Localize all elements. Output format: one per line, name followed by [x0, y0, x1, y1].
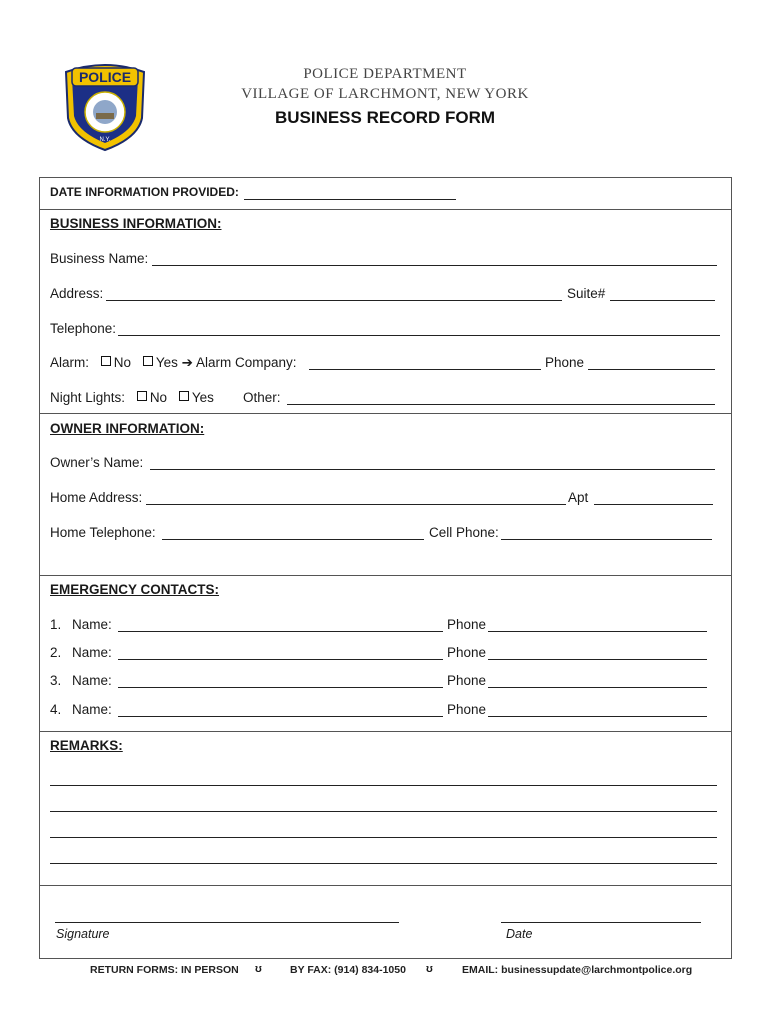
home-telephone-field[interactable]	[162, 539, 424, 540]
remarks-line[interactable]	[50, 837, 717, 838]
contact-name-field[interactable]	[118, 716, 443, 717]
department-name: POLICE DEPARTMENT	[303, 66, 467, 82]
night-lights-yes-label: Yes	[191, 390, 214, 405]
contact-name-field[interactable]	[118, 631, 443, 632]
return-by-email: EMAIL: businessupdate@larchmontpolice.org	[462, 964, 693, 976]
cell-phone-field[interactable]	[501, 539, 712, 540]
date-field[interactable]	[501, 922, 701, 923]
business-name-field[interactable]	[152, 265, 717, 266]
telephone-field[interactable]	[118, 335, 720, 336]
business-info-heading: BUSINESS INFORMATION:	[50, 216, 222, 231]
business-name-label: Business Name:	[50, 251, 149, 266]
form-title: BUSINESS RECORD FORM	[274, 108, 496, 127]
night-lights-no-checkbox[interactable]	[137, 391, 147, 401]
cell-phone-label: Cell Phone:	[429, 525, 499, 540]
signature-label: Signature	[56, 927, 110, 941]
alarm-phone-field[interactable]	[588, 369, 715, 370]
contact-phone-label: Phone	[447, 702, 487, 717]
other-label: Other:	[243, 390, 281, 405]
date-label: Date	[506, 927, 533, 941]
night-lights-row	[50, 390, 214, 405]
remarks-heading: REMARKS:	[50, 738, 123, 753]
owner-name-label: Owner’s Name:	[50, 455, 144, 470]
contact-name-field[interactable]	[118, 687, 443, 688]
contact-num: 4.	[50, 702, 62, 717]
contact-phone-field[interactable]	[488, 631, 707, 632]
address-label: Address:	[50, 286, 104, 301]
return-by-fax: BY FAX: (914) 834-1050	[290, 964, 406, 976]
apt-field[interactable]	[594, 504, 713, 505]
home-address-label: Home Address:	[50, 490, 143, 505]
alarm-no-checkbox[interactable]	[101, 356, 111, 366]
home-telephone-label: Home Telephone:	[50, 525, 156, 540]
divider	[40, 731, 731, 732]
remarks-line[interactable]	[50, 863, 717, 864]
suite-label: Suite#	[567, 286, 606, 301]
contact-phone-label: Phone	[447, 673, 487, 688]
badge-bottom-text: N.Y.	[99, 137, 111, 143]
village-name: VILLAGE OF LARCHMONT, NEW YORK	[241, 86, 529, 102]
contact-name-label: Name:	[72, 617, 112, 632]
police-badge-logo	[58, 60, 152, 152]
contact-phone-label: Phone	[447, 617, 487, 632]
contact-name-label: Name:	[72, 702, 112, 717]
night-lights-no-label: No	[149, 390, 168, 405]
alarm-row	[50, 355, 296, 371]
owner-info-heading: OWNER INFORMATION:	[50, 421, 205, 436]
contact-name-label: Name:	[72, 645, 112, 660]
alarm-yes-label: Yes	[155, 355, 178, 370]
date-provided-field[interactable]	[244, 199, 456, 200]
divider	[40, 885, 731, 886]
address-field[interactable]	[106, 300, 562, 301]
return-forms-in-person: RETURN FORMS: IN PERSON	[90, 964, 239, 976]
alarm-no-label: No	[113, 355, 132, 370]
alarm-label: Alarm:	[50, 355, 90, 370]
telephone-label: Telephone:	[50, 321, 117, 336]
contact-name-label: Name:	[72, 673, 112, 688]
suite-field[interactable]	[610, 300, 715, 301]
contact-num: 3.	[50, 673, 62, 688]
contact-num: 2.	[50, 645, 62, 660]
remarks-line[interactable]	[50, 785, 717, 786]
separator-icon: ʊ	[255, 963, 262, 975]
contact-phone-field[interactable]	[488, 659, 707, 660]
badge-text: POLICE	[78, 69, 132, 85]
separator-icon: ʊ	[426, 963, 433, 975]
contact-num: 1.	[50, 617, 62, 632]
alarm-company-field[interactable]	[309, 369, 541, 370]
form-frame	[39, 177, 732, 959]
signature-field[interactable]	[55, 922, 399, 923]
contact-phone-field[interactable]	[488, 687, 707, 688]
home-address-field[interactable]	[146, 504, 566, 505]
contact-name-field[interactable]	[118, 659, 443, 660]
divider	[40, 413, 731, 414]
divider	[40, 575, 731, 576]
arrow-icon: ➔	[181, 355, 193, 370]
alarm-company-label: Alarm Company:	[195, 355, 297, 370]
owner-name-field[interactable]	[150, 469, 715, 470]
alarm-phone-label: Phone	[545, 355, 585, 370]
night-lights-label: Night Lights:	[50, 390, 126, 405]
remarks-line[interactable]	[50, 811, 717, 812]
emergency-contacts-heading: EMERGENCY CONTACTS:	[50, 582, 220, 597]
night-lights-yes-checkbox[interactable]	[179, 391, 189, 401]
alarm-yes-checkbox[interactable]	[143, 356, 153, 366]
divider	[40, 209, 731, 210]
contact-phone-field[interactable]	[488, 716, 707, 717]
other-field[interactable]	[287, 404, 715, 405]
apt-label: Apt	[568, 490, 589, 505]
contact-phone-label: Phone	[447, 645, 487, 660]
date-provided-label: DATE INFORMATION PROVIDED:	[50, 185, 239, 199]
